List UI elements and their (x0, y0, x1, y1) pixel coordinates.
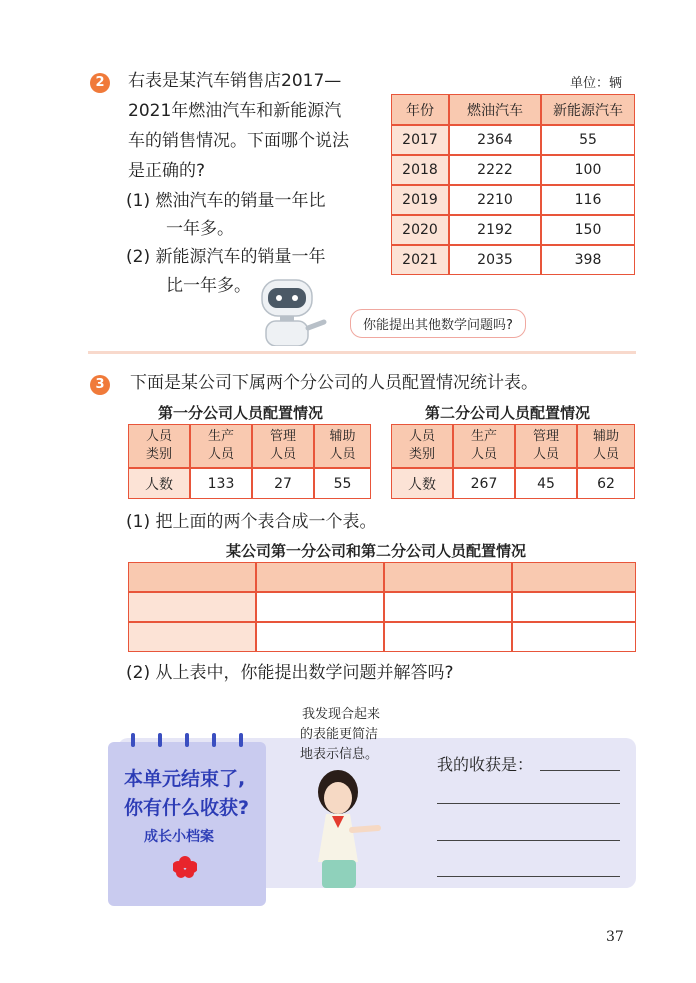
girl-illustration (300, 770, 390, 890)
blank-cell (384, 592, 512, 622)
binder-ring (185, 733, 189, 747)
table-header: 辅助 人员 (314, 424, 371, 468)
table-header: 生产 人员 (190, 424, 252, 468)
sub-question-2: (2) 从上表中，你能提出数学问题并解答吗? (126, 663, 454, 683)
problem2-text-line: 车的销售情况。下面哪个说法 (128, 131, 349, 151)
answer-line[interactable] (540, 770, 620, 771)
table-cell: 267 (453, 468, 515, 499)
table-cell: 398 (541, 245, 635, 275)
table-cell: 2021 (391, 245, 449, 275)
problem2-option1: (1) 燃油汽车的销量一年比 (126, 191, 326, 211)
card-subtitle: 成长小档案 (144, 829, 214, 845)
blank-cell (512, 622, 636, 652)
table2-title: 第二分公司人员配置情况 (425, 404, 591, 422)
table-cell: 45 (515, 468, 577, 499)
table-cell: 55 (541, 125, 635, 155)
problem2-text-line: 2021年燃油汽车和新能源汽 (128, 101, 342, 121)
blank-cell (128, 622, 256, 652)
problem2-option1-cont: 一年多。 (166, 219, 234, 239)
binder-ring (239, 733, 243, 747)
table-cell: 2364 (449, 125, 541, 155)
table-cell: 27 (252, 468, 314, 499)
table-header: 燃油汽车 (449, 94, 541, 125)
answer-line[interactable] (437, 876, 620, 877)
combined-blank-table (128, 562, 636, 652)
page-number: 37 (606, 929, 624, 945)
blank-cell (128, 562, 256, 592)
table-cell: 100 (541, 155, 635, 185)
table-header: 生产 人员 (453, 424, 515, 468)
table-cell: 2018 (391, 155, 449, 185)
blank-cell (128, 592, 256, 622)
flower-icon (173, 856, 197, 878)
girl-speech-line: 地表示信息。 (300, 747, 379, 762)
blank-cell (256, 562, 384, 592)
table-cell: 2019 (391, 185, 449, 215)
combined-table-title: 某公司第一分公司和第二分公司人员配置情况 (226, 542, 527, 560)
problem-number-badge: 3 (90, 375, 110, 395)
blank-cell (512, 562, 636, 592)
binder-ring (131, 733, 135, 747)
table-cell: 62 (577, 468, 635, 499)
table-header: 新能源汽车 (541, 94, 635, 125)
table-header: 人员 类别 (128, 424, 190, 468)
table-cell: 2222 (449, 155, 541, 185)
car-sales-table (391, 94, 635, 275)
table-cell: 2192 (449, 215, 541, 245)
table-header: 人员 类别 (391, 424, 453, 468)
table-cell: 人数 (391, 468, 453, 499)
girl-speech-line: 的表能更简洁 (300, 727, 379, 742)
blank-cell (256, 592, 384, 622)
branch2-staff-table (391, 424, 635, 499)
robot-speech-bubble: 你能提出其他数学问题吗? (350, 309, 526, 338)
table-header: 辅助 人员 (577, 424, 635, 468)
table-cell: 人数 (128, 468, 190, 499)
girl-speech-line: 我发现合起来 (302, 707, 381, 722)
robot-illustration (250, 276, 330, 346)
table-header: 管理 人员 (252, 424, 314, 468)
blank-cell (256, 622, 384, 652)
blank-cell (512, 592, 636, 622)
problem3-intro: 下面是某公司下属两个分公司的人员配置情况统计表。 (130, 373, 538, 393)
problem2-text-line: 是正确的? (128, 161, 206, 181)
branch1-staff-table (128, 424, 371, 499)
table-cell: 133 (190, 468, 252, 499)
card-line: 你有什么收获? (124, 797, 250, 819)
harvest-label: 我的收获是： (437, 755, 534, 774)
table-header: 年份 (391, 94, 449, 125)
binder-ring (158, 733, 162, 747)
table-header: 管理 人员 (515, 424, 577, 468)
table1-title: 第一分公司人员配置情况 (158, 404, 324, 422)
section-divider (88, 351, 636, 354)
problem2-text-line: 右表是某汽车销售店2017— (128, 71, 342, 91)
answer-line[interactable] (437, 840, 620, 841)
problem2-option2-cont: 比一年多。 (166, 276, 251, 296)
problem2-option2: (2) 新能源汽车的销量一年 (126, 247, 326, 267)
blank-cell (384, 622, 512, 652)
table-cell: 55 (314, 468, 371, 499)
table-cell: 150 (541, 215, 635, 245)
table-cell: 2035 (449, 245, 541, 275)
answer-line[interactable] (437, 803, 620, 804)
card-line: 本单元结束了, (124, 768, 246, 790)
blank-cell (384, 562, 512, 592)
table-cell: 2210 (449, 185, 541, 215)
sub-question-1: (1) 把上面的两个表合成一个表。 (126, 512, 377, 532)
table-cell: 116 (541, 185, 635, 215)
unit-label: 单位：辆 (570, 76, 623, 91)
table-cell: 2017 (391, 125, 449, 155)
problem-number-badge: 2 (90, 73, 110, 93)
table-cell: 2020 (391, 215, 449, 245)
binder-ring (212, 733, 216, 747)
